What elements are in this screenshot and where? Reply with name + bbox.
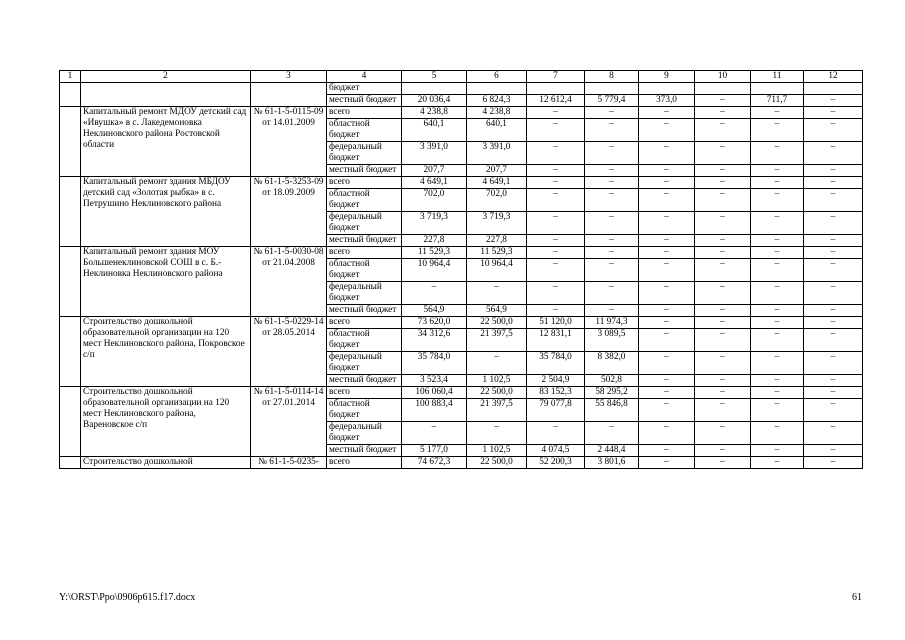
value-cell: – [639,259,695,282]
object-name: Капитальный ремонт здания МБДОУ детский сад «Золотая рыбка» в с. Петрушино Неклиновского района [81,177,251,247]
value-cell: – [695,119,751,142]
value-cell: – [751,387,804,399]
row-index-cell [60,177,81,247]
document-number: № 61-1-5-0030-08 от 21.04.2008 [251,247,327,317]
value-cell: 2 504,9 [527,375,585,387]
value-cell: – [639,177,695,189]
object-name [81,83,251,107]
value-cell [695,83,751,95]
value-cell: 4 649,1 [402,177,467,189]
value-cell: – [695,422,751,445]
value-cell: – [751,375,804,387]
value-cell: – [695,142,751,165]
value-cell: 2 448,4 [585,445,639,457]
value-cell: – [804,119,863,142]
value-cell: – [751,247,804,259]
value-cell: 22 500,0 [467,387,527,399]
row-index-cell [60,317,81,387]
value-cell: – [751,165,804,177]
table-row [60,107,863,119]
value-cell: 640,1 [402,119,467,142]
value-cell: – [804,107,863,119]
value-cell: – [639,387,695,399]
column-number: 9 [639,71,695,83]
value-cell: 564,9 [467,305,527,317]
value-cell: – [751,317,804,329]
value-cell: 22 500,0 [467,317,527,329]
value-cell: 3 719,3 [467,212,527,235]
value-cell: – [751,212,804,235]
value-cell: 227,8 [467,235,527,247]
value-cell: – [751,119,804,142]
document-number: № 61-1-5-0235- [251,457,327,469]
funding-source: всего [327,177,402,189]
value-cell: 35 784,0 [402,352,467,375]
document-number [251,83,327,107]
column-number: 8 [585,71,639,83]
value-cell: – [639,212,695,235]
value-cell: – [527,282,585,305]
value-cell: – [639,305,695,317]
value-cell: 3 801,6 [585,457,639,469]
funding-source: местный бюджет [327,305,402,317]
value-cell: – [527,107,585,119]
value-cell: – [804,399,863,422]
document-number: № 61-1-5-3253-09 от 18.09.2009 [251,177,327,247]
value-cell: 10 964,4 [467,259,527,282]
value-cell: 79 077,8 [527,399,585,422]
object-name: Строительство дошкольной образовательной организации на 120 мест Неклиновского района, Вареновское с/п [81,387,251,457]
value-cell: – [804,317,863,329]
value-cell: 73 620,0 [402,317,467,329]
funding-source: местный бюджет [327,235,402,247]
document-number: № 61-1-5-0114-14 от 27.01.2014 [251,387,327,457]
value-cell: – [639,165,695,177]
value-cell: 4 074,5 [527,445,585,457]
value-cell: – [639,422,695,445]
value-cell [639,83,695,95]
value-cell: – [804,165,863,177]
value-cell: 3 089,5 [585,329,639,352]
value-cell: 3 391,0 [467,142,527,165]
value-cell: – [585,107,639,119]
funding-source: федеральный бюджет [327,282,402,305]
value-cell: – [751,445,804,457]
value-cell: – [751,235,804,247]
column-number: 7 [527,71,585,83]
row-index-cell [60,107,81,177]
value-cell: – [639,235,695,247]
value-cell: – [695,352,751,375]
value-cell: 711,7 [751,95,804,107]
value-cell: – [639,189,695,212]
value-cell: – [467,282,527,305]
value-cell: 1 102,5 [467,375,527,387]
value-cell: – [585,212,639,235]
column-number: 3 [251,71,327,83]
value-cell: 21 397,5 [467,399,527,422]
value-cell: – [585,282,639,305]
value-cell: – [804,329,863,352]
value-cell: – [695,247,751,259]
value-cell: 10 964,4 [402,259,467,282]
value-cell: – [804,282,863,305]
value-cell: 52 200,3 [527,457,585,469]
value-cell: – [585,177,639,189]
value-cell: – [585,189,639,212]
value-cell: 373,0 [639,95,695,107]
value-cell: – [751,399,804,422]
document-number: № 61-1-5-0115-09 от 14.01.2009 [251,107,327,177]
value-cell: – [639,317,695,329]
value-cell: 4 649,1 [467,177,527,189]
value-cell: – [467,352,527,375]
value-cell: 83 152,3 [527,387,585,399]
value-cell: – [695,189,751,212]
value-cell: 8 382,0 [585,352,639,375]
value-cell: 35 784,0 [527,352,585,375]
value-cell: – [527,119,585,142]
value-cell: – [695,329,751,352]
funding-source: федеральный бюджет [327,352,402,375]
value-cell: – [804,305,863,317]
value-cell: – [695,445,751,457]
object-name: Строительство дошкольной образовательной организации на 120 мест Неклиновского района, Покровское с/п [81,317,251,387]
value-cell: 106 060,4 [402,387,467,399]
funding-source: областной бюджет [327,119,402,142]
value-cell: 58 295,2 [585,387,639,399]
value-cell: – [804,177,863,189]
value-cell: – [527,212,585,235]
value-cell: 22 500,0 [467,457,527,469]
object-name: Строительство дошкольной [81,457,251,469]
value-cell: – [585,259,639,282]
table-row [60,457,863,469]
value-cell: – [585,305,639,317]
column-number: 1 [60,71,81,83]
value-cell: 5 779,4 [585,95,639,107]
value-cell: 12 612,4 [527,95,585,107]
value-cell: – [804,259,863,282]
column-number: 2 [81,71,251,83]
value-cell: 4 238,8 [402,107,467,119]
funding-source: бюджет [327,83,402,95]
value-cell [527,83,585,95]
value-cell: – [639,107,695,119]
value-cell: – [695,212,751,235]
value-cell: – [751,189,804,212]
value-cell: – [639,352,695,375]
funding-source: всего [327,457,402,469]
value-cell [804,83,863,95]
value-cell: – [751,305,804,317]
value-cell: 21 397,5 [467,329,527,352]
funding-source: местный бюджет [327,375,402,387]
funding-source: областной бюджет [327,259,402,282]
value-cell: – [585,247,639,259]
value-cell [751,83,804,95]
funding-source: федеральный бюджет [327,422,402,445]
value-cell: – [751,142,804,165]
value-cell: – [695,95,751,107]
value-cell: 100 883,4 [402,399,467,422]
funding-source: всего [327,387,402,399]
value-cell: – [527,189,585,212]
value-cell: – [527,247,585,259]
column-number: 10 [695,71,751,83]
value-cell: – [804,457,863,469]
funding-source: областной бюджет [327,189,402,212]
value-cell: – [751,259,804,282]
value-cell: – [527,165,585,177]
value-cell: – [804,95,863,107]
value-cell: 3 523,4 [402,375,467,387]
value-cell: – [467,422,527,445]
value-cell: – [804,387,863,399]
value-cell: – [585,142,639,165]
column-number: 12 [804,71,863,83]
value-cell: – [639,445,695,457]
value-cell: – [639,282,695,305]
value-cell: – [639,375,695,387]
value-cell: – [527,142,585,165]
value-cell: 640,1 [467,119,527,142]
value-cell: – [639,329,695,352]
value-cell: – [804,375,863,387]
funding-source: местный бюджет [327,165,402,177]
table-row [60,247,863,259]
value-cell: – [695,399,751,422]
value-cell: – [695,259,751,282]
value-cell: – [585,422,639,445]
row-index-cell [60,457,81,469]
table-row [60,177,863,189]
value-cell: – [585,165,639,177]
value-cell: – [695,177,751,189]
value-cell: 11 529,3 [402,247,467,259]
value-cell: 12 831,1 [527,329,585,352]
row-index-cell [60,247,81,317]
value-cell: – [585,235,639,247]
funding-source: федеральный бюджет [327,212,402,235]
value-cell: 702,0 [467,189,527,212]
value-cell: 207,7 [467,165,527,177]
value-cell: – [639,142,695,165]
footer-file-path: Y:\ORST\Ppo\0906p615.f17.docx [59,592,196,603]
value-cell [585,83,639,95]
value-cell: – [804,235,863,247]
table-row [60,83,863,95]
value-cell: – [639,247,695,259]
value-cell: 564,9 [402,305,467,317]
value-cell [467,83,527,95]
column-number-row [60,71,863,83]
value-cell: – [695,317,751,329]
value-cell: – [402,422,467,445]
value-cell: – [804,352,863,375]
column-number: 6 [467,71,527,83]
funding-source: федеральный бюджет [327,142,402,165]
object-name: Капитальный ремонт здания МОУ Большенеклиновской СОШ в с. Б.-Неклиновка Неклиновского района [81,247,251,317]
table-row [60,387,863,399]
object-name: Капитальный ремонт МДОУ детский сад «Ивушка» в с. Лакедемоновка Неклиновского района Ростовской области [81,107,251,177]
value-cell: – [527,422,585,445]
funding-source: всего [327,247,402,259]
value-cell: – [527,259,585,282]
value-cell: – [695,165,751,177]
funding-source: всего [327,107,402,119]
value-cell: – [751,107,804,119]
value-cell: – [804,212,863,235]
value-cell: 20 036,4 [402,95,467,107]
funding-source: областной бюджет [327,399,402,422]
value-cell: 227,8 [402,235,467,247]
value-cell: – [639,119,695,142]
value-cell: – [751,457,804,469]
value-cell [402,83,467,95]
value-cell: 1 102,5 [467,445,527,457]
value-cell: – [695,282,751,305]
value-cell: 4 238,8 [467,107,527,119]
value-cell: 207,7 [402,165,467,177]
value-cell: – [695,305,751,317]
document-number: № 61-1-5-0229-14 от 28.05.2014 [251,317,327,387]
row-index-cell [60,83,81,107]
value-cell: – [527,305,585,317]
value-cell: – [695,387,751,399]
value-cell: 11 529,3 [467,247,527,259]
column-number: 5 [402,71,467,83]
value-cell: – [527,235,585,247]
value-cell: 5 177,0 [402,445,467,457]
value-cell: – [804,445,863,457]
value-cell: 702,0 [402,189,467,212]
funding-source: областной бюджет [327,329,402,352]
row-index-cell [60,387,81,457]
value-cell: – [527,177,585,189]
value-cell: – [804,142,863,165]
value-cell: 3 391,0 [402,142,467,165]
footer-page-number: 61 [852,592,862,603]
value-cell: – [804,247,863,259]
funding-source: местный бюджет [327,445,402,457]
value-cell: – [695,107,751,119]
value-cell: – [639,399,695,422]
value-cell: – [402,282,467,305]
funding-source: всего [327,317,402,329]
value-cell: – [585,119,639,142]
value-cell: 6 824,3 [467,95,527,107]
value-cell: – [695,457,751,469]
value-cell: – [695,235,751,247]
column-number: 4 [327,71,402,83]
value-cell: – [751,329,804,352]
value-cell: 11 974,3 [585,317,639,329]
value-cell: – [695,375,751,387]
funding-source: местный бюджет [327,95,402,107]
value-cell: 51 120,0 [527,317,585,329]
value-cell: – [751,282,804,305]
value-cell: 502,8 [585,375,639,387]
table-row [60,317,863,329]
value-cell: – [639,457,695,469]
value-cell: – [804,422,863,445]
budget-table [59,70,863,469]
value-cell: 55 846,8 [585,399,639,422]
value-cell: – [751,352,804,375]
value-cell: 3 719,3 [402,212,467,235]
column-number: 11 [751,71,804,83]
value-cell: – [751,177,804,189]
value-cell: – [804,189,863,212]
value-cell: 34 312,6 [402,329,467,352]
value-cell: – [751,422,804,445]
value-cell: 74 672,3 [402,457,467,469]
